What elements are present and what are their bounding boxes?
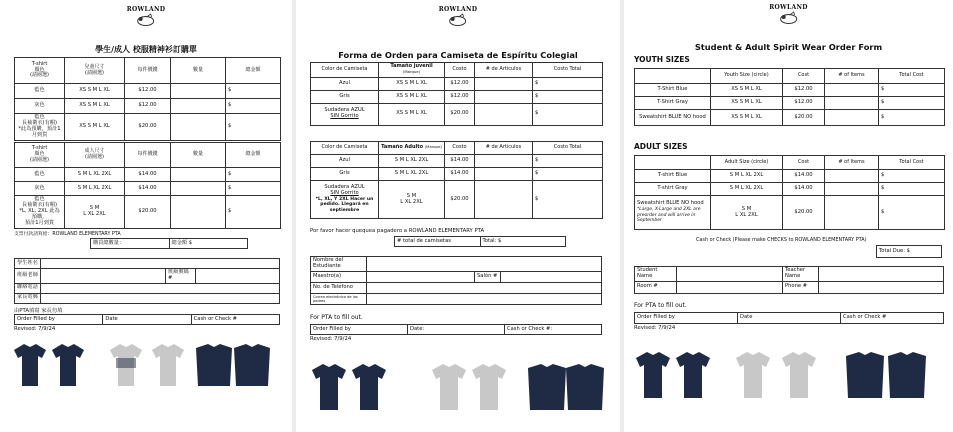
date-field[interactable]: Date — [738, 313, 841, 324]
header-total: Total Cost — [879, 156, 945, 170]
item-price: $20.00 — [445, 103, 475, 125]
check-payable-note: 支票付款請寫給：ROWLAND ELEMENTARY PTA — [14, 232, 121, 237]
order-summary — [90, 238, 248, 249]
header-size: Tamaño Adulto (Marque) — [379, 142, 445, 155]
item-color: 灰色 — [15, 99, 65, 114]
room-label: 班級號碼# — [166, 269, 196, 284]
phone-field[interactable] — [41, 283, 280, 293]
table-row — [15, 168, 281, 182]
adult-sizes-heading: ADULT SIZES — [634, 142, 688, 151]
order-summary — [394, 236, 566, 247]
header-blank — [635, 69, 711, 84]
item-color: T-Shirt Gray — [635, 97, 711, 110]
qty-field[interactable] — [825, 170, 879, 183]
total-field[interactable]: $ — [879, 84, 945, 97]
item-color: Sweatshirt BLUE NO hood *Large, X-Large and 2XL are preorder and will arrive in September — [635, 196, 711, 230]
total-field[interactable]: $ — [226, 99, 281, 114]
teacher-field[interactable] — [41, 269, 166, 284]
email-field[interactable] — [367, 293, 602, 304]
item-color: Sweatshirt BLUE NO hood — [635, 110, 711, 126]
shirt-photos-icon — [10, 342, 150, 390]
qty-field[interactable] — [825, 84, 879, 97]
student-name-label: 學生姓名 — [15, 259, 41, 269]
qty-field[interactable] — [171, 84, 226, 99]
room-field[interactable] — [501, 271, 602, 282]
phone-label: 聯絡電話 — [15, 283, 41, 293]
size-options[interactable]: XS S M L XL — [711, 84, 783, 97]
shirt-images — [632, 350, 948, 402]
grand-total-field[interactable]: Total: $ — [480, 237, 566, 247]
total-field[interactable]: $ — [533, 155, 603, 168]
header-total: Costo Total — [533, 142, 603, 155]
check-payable-note: Cash or Check (Please make CHECKS to ROWLAND ELEMENTARY PTA) — [696, 237, 867, 243]
logo-name: ROWLAND — [438, 6, 478, 13]
student-name-label: Nombre del Estudiante — [311, 257, 367, 272]
header-size: Adult Size (circle) — [711, 156, 783, 170]
phone-field[interactable] — [367, 282, 602, 293]
header-total: 總金額 — [226, 143, 281, 168]
room-label: Salón # — [475, 271, 501, 282]
student-name-field[interactable] — [41, 259, 280, 269]
table-row — [311, 181, 603, 219]
size-options[interactable]: XS S M L XL — [711, 97, 783, 110]
header-color: Color de Camiseta — [311, 63, 379, 78]
table-row — [311, 168, 603, 181]
total-field[interactable]: $ — [533, 90, 603, 103]
table-row — [635, 183, 945, 196]
form-title: Forma de Orden para Camiseta de Espíritu Colegial — [338, 50, 578, 60]
phone-label: No. de Teléfono — [311, 282, 367, 293]
item-color: Sudadera AZUL SIN Gorrito *L, XL, Y 2XL Hacer un pedido. Llegará en septiembre — [311, 181, 379, 219]
item-price: $12.00 — [125, 84, 171, 99]
size-options[interactable]: XS S M L XL — [379, 77, 445, 90]
mascot-icon — [778, 11, 800, 25]
pta-table — [14, 314, 280, 325]
item-color: 藍色 長袖衛衣(有帽) *L, XL, 2XL 此為預購， 預計1月到貨 — [15, 196, 65, 229]
header-price: 每件價錢 — [125, 143, 171, 168]
item-price: $20.00 — [783, 110, 825, 126]
item-price: $12.00 — [445, 77, 475, 90]
item-color: Sudadera AZUL SIN Gorrito — [311, 103, 379, 125]
size-options[interactable]: XS S M L XL — [711, 110, 783, 126]
table-row — [15, 84, 281, 99]
school-logo — [127, 6, 166, 27]
item-price: $12.00 — [445, 90, 475, 103]
table-row — [311, 90, 603, 103]
adult-order-table — [14, 142, 281, 229]
student-info-table — [634, 266, 944, 294]
youth-order-table — [14, 57, 281, 141]
table-header-row — [635, 69, 945, 84]
item-price: $20.00 — [783, 196, 825, 230]
order-filled-by-field[interactable]: Order Filled by — [635, 313, 738, 324]
table-row — [311, 155, 603, 168]
qty-field[interactable] — [171, 114, 226, 141]
item-color: Azul — [311, 155, 379, 168]
item-price: $14.00 — [445, 155, 475, 168]
size-options[interactable]: S M L XL 2XL — [65, 196, 125, 229]
grand-total-field[interactable]: 總金額 $ — [169, 239, 248, 249]
qty-field[interactable] — [475, 103, 533, 125]
table-row — [635, 196, 945, 230]
total-field[interactable]: $ — [226, 182, 281, 196]
table-row — [15, 196, 281, 229]
size-options[interactable]: S M L XL 2XL — [65, 182, 125, 196]
room-label: Room # — [635, 281, 677, 293]
total-items-field[interactable]: 購買總數量： — [91, 239, 170, 249]
item-color: Gris — [311, 90, 379, 103]
size-options[interactable]: S M L XL 2XL — [379, 168, 445, 181]
item-price: $12.00 — [125, 99, 171, 114]
room-field[interactable] — [196, 269, 280, 284]
item-price: $14.00 — [125, 182, 171, 196]
size-options[interactable]: S M L XL 2XL — [711, 183, 783, 196]
phone-field[interactable] — [819, 281, 944, 293]
item-color: T-shirt Blue — [635, 170, 711, 183]
cash-check-field[interactable]: Cash or Check # — [841, 313, 944, 324]
revised-date: Revised: 7/9/24 — [14, 326, 56, 332]
form-title: Student & Adult Spirit Wear Order Form — [694, 42, 883, 52]
email-field[interactable] — [41, 293, 280, 303]
item-price: $14.00 — [783, 170, 825, 183]
youth-order-table — [310, 62, 603, 126]
qty-field[interactable] — [825, 183, 879, 196]
header-qty: # de Artículos — [475, 142, 533, 155]
size-options[interactable]: S M L XL 2XL — [65, 168, 125, 182]
table-row — [635, 84, 945, 97]
item-price: $20.00 — [125, 114, 171, 141]
header-size: Tamaño juvenil (Marque) — [379, 63, 445, 78]
item-color: Azul — [311, 77, 379, 90]
qty-field[interactable] — [171, 99, 226, 114]
header-cost: Cost — [783, 69, 825, 84]
table-header-row — [15, 58, 281, 84]
size-options[interactable]: XS S M L XL — [65, 114, 125, 141]
email-label: Correo electrónico de los padres — [311, 293, 367, 304]
teacher-field[interactable] — [367, 271, 475, 282]
header-qty: 數量 — [171, 143, 226, 168]
table-header-row — [311, 63, 603, 78]
total-field[interactable]: $ — [533, 103, 603, 125]
table-row — [635, 97, 945, 110]
item-color: T-shirt Gray — [635, 183, 711, 196]
table-row — [15, 182, 281, 196]
student-info-table — [310, 256, 602, 305]
teacher-label: Maestro(a) — [311, 271, 367, 282]
check-payable-note: Por favor hacer quequea pagadero a ROWLAND ELEMENTARY PTA — [310, 228, 485, 234]
header-qty: # of Items — [825, 69, 879, 84]
item-price: $20.00 — [445, 181, 475, 219]
order-filled-by-field[interactable]: Order Filled by — [311, 325, 408, 335]
size-options[interactable]: XS S M L XL — [65, 99, 125, 114]
student-name-field[interactable] — [677, 267, 783, 282]
table-row — [635, 170, 945, 183]
shirt-images — [308, 362, 608, 414]
total-field[interactable]: $ — [533, 168, 603, 181]
table-header-row — [635, 156, 945, 170]
header-size: 兒童尺寸 (請圈選) — [65, 58, 125, 84]
header-qty: # of Items — [825, 156, 879, 170]
qty-field[interactable] — [825, 196, 879, 230]
pta-section-label: For PTA to fill out. — [634, 302, 687, 309]
total-field[interactable]: $ — [226, 84, 281, 99]
item-color: Gris — [311, 168, 379, 181]
total-due-box — [876, 245, 942, 258]
table-header-row — [311, 142, 603, 155]
size-options[interactable]: S M L XL 2XL — [379, 181, 445, 219]
school-logo — [769, 4, 808, 25]
size-options[interactable]: S M L XL 2XL — [711, 170, 783, 183]
header-cost: Costo — [445, 142, 475, 155]
header-size: 成人尺寸 (請圈選) — [65, 143, 125, 168]
qty-field[interactable] — [475, 77, 533, 90]
pta-table — [310, 324, 602, 335]
header-color: T-shirt 顏色 (請圈選) — [15, 58, 65, 84]
table-row — [15, 99, 281, 114]
item-color: 藍色 — [15, 84, 65, 99]
gray-shirt-icon — [150, 342, 190, 390]
qty-field[interactable] — [475, 90, 533, 103]
header-color: Color de Camiseta — [311, 142, 379, 155]
total-field[interactable]: $ — [226, 168, 281, 182]
date-field[interactable]: Date — [103, 315, 191, 325]
shirt-images — [10, 342, 274, 390]
youth-order-table — [634, 68, 945, 126]
student-name-label: Student Name — [635, 267, 677, 282]
table-header-row — [15, 143, 281, 168]
cash-check-field[interactable]: Cash or Check # — [191, 315, 279, 325]
total-field[interactable]: $ — [879, 183, 945, 196]
teacher-name-field[interactable] — [819, 267, 944, 282]
qty-field[interactable] — [825, 110, 879, 126]
total-field[interactable]: $ — [226, 114, 281, 141]
item-price: $20.00 — [125, 196, 171, 229]
student-name-field[interactable] — [367, 257, 602, 272]
qty-field[interactable] — [171, 182, 226, 196]
size-options[interactable]: XS S M L XL — [379, 103, 445, 125]
item-price: $14.00 — [445, 168, 475, 181]
header-total: Costo Total — [533, 63, 603, 78]
item-color: 藍色 — [15, 168, 65, 182]
order-filled-by-field[interactable]: Order Filled by — [15, 315, 103, 325]
item-color: 灰色 — [15, 182, 65, 196]
qty-field[interactable] — [171, 168, 226, 182]
teacher-name-label: Teacher Name — [783, 267, 819, 282]
header-blank — [635, 156, 711, 170]
header-total: 總金額 — [226, 58, 281, 84]
adult-order-table — [634, 155, 945, 230]
qty-field[interactable] — [475, 168, 533, 181]
size-options[interactable]: XS S M L XL — [65, 84, 125, 99]
qty-field[interactable] — [825, 97, 879, 110]
order-form-english — [624, 0, 953, 432]
item-price: $14.00 — [783, 183, 825, 196]
logo-name: ROWLAND — [126, 6, 166, 13]
pta-table — [634, 312, 944, 324]
header-total: Total Cost — [879, 69, 945, 84]
item-price: $12.00 — [783, 84, 825, 97]
order-form-spanish — [296, 0, 620, 432]
pta-section-label: 由PTA填寫 家長勿填 — [14, 308, 63, 314]
mascot-icon — [135, 13, 157, 27]
order-form-chinese — [0, 0, 292, 432]
total-items-field[interactable]: # total de camisetas — [395, 237, 481, 247]
phone-label: Phone # — [783, 281, 819, 293]
qty-field[interactable] — [475, 181, 533, 219]
item-price: $12.00 — [783, 97, 825, 110]
table-row — [15, 114, 281, 141]
header-qty: # de Artículos — [475, 63, 533, 78]
table-row — [635, 110, 945, 126]
shirt-photos-icon — [632, 350, 948, 402]
size-options[interactable]: S M L XL 2XL — [711, 196, 783, 230]
qty-field[interactable] — [475, 155, 533, 168]
size-options[interactable]: XS S M L XL — [379, 90, 445, 103]
form-title: 學生/成人 校服精神衫訂購單 — [95, 45, 197, 54]
revised-date: Revised: 7/9/24 — [310, 336, 352, 342]
student-info-table — [14, 258, 280, 304]
total-field[interactable]: $ — [879, 170, 945, 183]
total-field[interactable]: $ — [879, 110, 945, 126]
room-field[interactable] — [677, 281, 783, 293]
cash-check-field[interactable]: Cash or Check #: — [505, 325, 602, 335]
date-field[interactable]: Date: — [408, 325, 505, 335]
logo-name: ROWLAND — [769, 4, 808, 11]
total-field[interactable]: $ — [879, 97, 945, 110]
item-color: T-Shirt Blue — [635, 84, 711, 97]
total-field[interactable]: $ — [879, 196, 945, 230]
sweatshirt-icon — [190, 342, 274, 390]
revised-date: Revised: 7/9/24 — [634, 325, 676, 331]
header-price: 每件價錢 — [125, 58, 171, 84]
email-label: 家長電郵 — [15, 293, 41, 303]
header-color: T-shirt 顏色 (請圈選) — [15, 143, 65, 168]
shirt-photos-icon — [308, 362, 608, 414]
size-options[interactable]: S M L XL 2XL — [379, 155, 445, 168]
item-price: $14.00 — [125, 168, 171, 182]
total-field[interactable]: $ — [533, 77, 603, 90]
school-logo — [439, 6, 478, 27]
mascot-icon — [447, 13, 469, 27]
header-cost: Costo — [445, 63, 475, 78]
total-field[interactable]: $ — [226, 196, 281, 229]
table-row — [311, 77, 603, 90]
total-due-field[interactable]: Total Due: $ — [877, 246, 942, 258]
item-color: 藍色 長袖衛衣(有帽) *此為預購，預計1月到貨 — [15, 114, 65, 141]
table-row — [311, 103, 603, 125]
header-size: Youth Size (circle) — [711, 69, 783, 84]
pta-section-label: For PTA to fill out. — [310, 314, 363, 321]
total-field[interactable]: $ — [533, 181, 603, 219]
header-cost: Cost — [783, 156, 825, 170]
qty-field[interactable] — [171, 196, 226, 229]
youth-sizes-heading: YOUTH SIZES — [634, 55, 690, 64]
adult-order-table — [310, 141, 603, 219]
teacher-label: 班級老師 — [15, 269, 41, 284]
header-qty: 數量 — [171, 58, 226, 84]
